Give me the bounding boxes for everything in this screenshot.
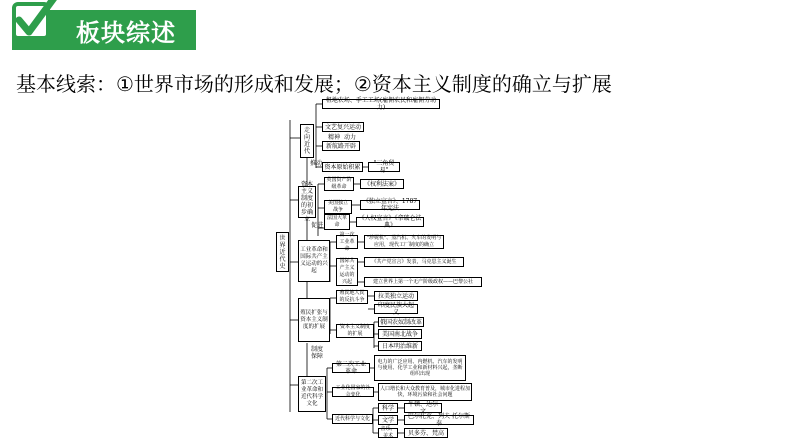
b2-declaration: 《独立宣言》、1787年宪法 [360,200,420,210]
b5-population: 人口増长和大众教育普及，城市化进程加快，环境污染和社会问题 [378,383,472,401]
b3-paris-commune: 建立世界上第一个无产阶级政权——巴黎公社 [364,277,482,287]
b5-people-literature: 巴尔扎克、列夫·托尔斯泰 [404,415,474,425]
b4-india-uprising: 印度民族大起义 [374,304,418,314]
b1-farms: 租地农场、手工工场(雇佣农民和雇佣劳动力) [322,99,440,109]
b5-science-culture: 近代科学与文化 [332,414,373,424]
b4-colonial-resistance: 殖民地人民的反抗斗争 [336,290,368,304]
b3-inventions: "珍妮机"、蒸汽机、火车的发明与应用，现代工厂制度的确立 [364,235,444,249]
b1-power: 动力 [343,134,356,141]
b4-capitalism-expansion: 资本主义制度的扩展 [336,324,374,338]
b4-civil-war: 美国南北战争 [378,329,422,339]
connector-promote: 促进 [310,222,323,229]
b4-meiji: 日本明治维新 [378,341,422,351]
section-title: 板块综述 [76,19,176,47]
branch-modern-beginnings: 走向近代 [300,124,314,158]
basic-clues-text: 基本线索：①世界市场的形成和发展；②资本主义制度的确立与扩展 [16,72,612,96]
branch-capitalism-established: 资本主义制度的初步确立 [298,186,316,218]
branch-second-industrial: 第二次工业革命和近代科学文化 [298,376,326,412]
b5-field-art: 音乐、美术 [378,428,398,438]
b1-new-routes: 新航路开辟 [322,141,360,151]
b5-social-change: 工业化国家的社会变化 [332,387,374,397]
b2-bill-of-rights: 《权利法案》 [360,179,404,189]
b1-renaissance: 文艺复兴运动 [322,122,364,132]
b2-english-revolution: 英国资产阶级革命 [324,177,354,191]
b2-rights-of-man: 《人权宣言》《拿破仑法典》 [356,217,424,227]
b4-latin-america: 拉美独立运动 [374,291,418,301]
b5-field-science: 科学 [378,403,398,413]
connector-push: 推动 [309,160,322,167]
b3-communist-movement: 国际共产主义运动的兴起 [336,258,358,286]
b1-triangle-trade: "三角贸易" [368,162,400,172]
b3-manifesto: 《共产党宣言》发表，马克思主义诞生 [364,257,464,267]
mindmap-root: 世界近代史 [276,232,289,272]
b4-russia-reform: 俄国农奴制改革 [380,318,423,326]
branch-industrial-revolution: 工业革命和国际共产主义运动的兴起 [298,240,330,282]
b5-field-literature: 文学 [378,415,398,425]
b1-spirit: 精神 [327,134,340,141]
b5-people-art: 贝多芬、梵高 [404,428,448,438]
branch-colonial-expansion: 殖民扩张与资本主义制度的扩展 [298,298,330,342]
b2-french-revolution: 法国大革命 [324,214,350,230]
b5-second-industrial: 第二次工业革命 [332,363,370,373]
connector-institutional: 制度保障 [310,346,323,360]
b5-electricity: 电力的广泛应用、内燃机、汽车的发明与使用、化学工业和新材料兴起，垄断组织出现 [374,355,466,381]
b2-american-war: 美国独立战争 [324,200,352,214]
b5-people-science: 牛顿、达尔文 [404,403,442,413]
b1-primitive-accumulation: 资本原始积累 [322,162,363,172]
b3-first-industrial: 第一次工业革命 [336,235,358,249]
